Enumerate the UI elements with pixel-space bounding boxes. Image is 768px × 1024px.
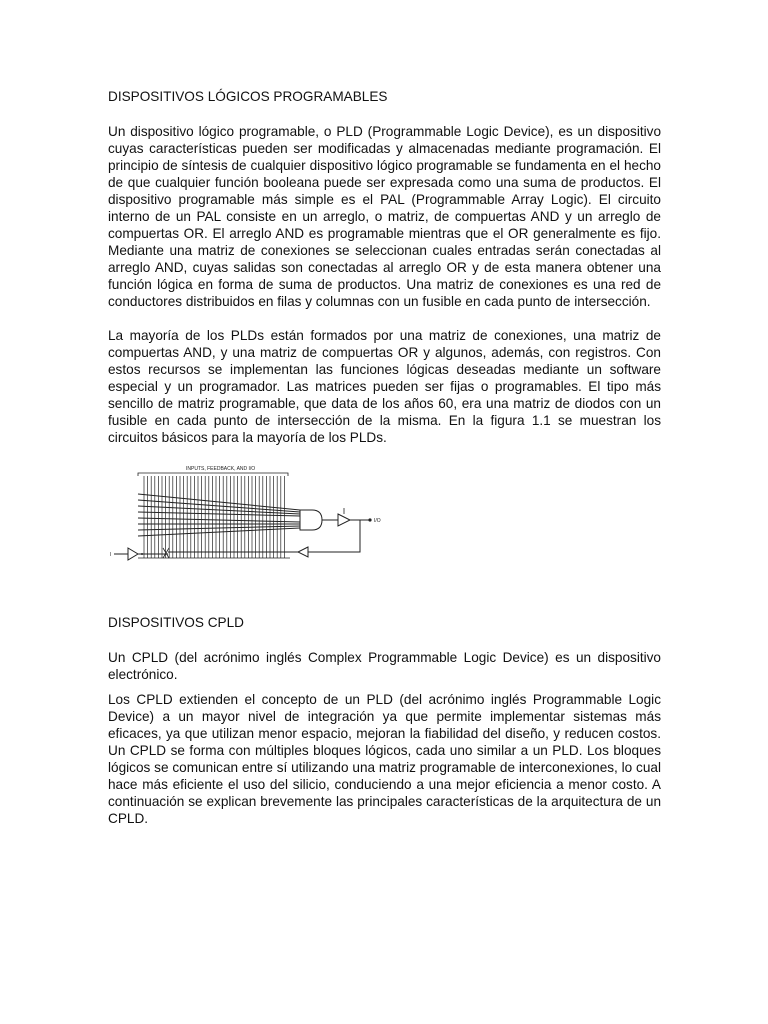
output-buffer-symbol [338, 514, 350, 526]
fuse-mark [163, 548, 169, 558]
paragraph-cpld-details: Los CPLD extienden el concepto de un PLD (del acrónimo inglés Programmable Logic Device) a un mayor nivel de integración ya que permite implementar sistemas más eficaces, ya que utilizan menor espacio, mejoran la fiabilidad del diseño, y reducen costos. Un CPLD se forma con múltiples bloques lógicos, cada uno similar a un PLD. Los bloques lógicos se comunican entre sí utilizando una matriz programable de interconexiones, lo cual hace más eficiente el uso del silicio, conduciendo a una mejor eficiencia a menor costo. A continuación se explican brevemente las principales características de la arquitectura de un CPLD. [108, 692, 661, 826]
section-title-pld: DISPOSITIVOS LÓGICOS PROGRAMABLES [108, 89, 388, 104]
and-gate-symbol [300, 510, 322, 530]
input-buffer-symbol [128, 548, 138, 560]
document-page [108, 88, 661, 844]
output-label: I/O [374, 518, 381, 524]
paragraph-pld-definition: Un dispositivo lógico programable, o PLD (Programmable Logic Device), es un dispositivo cuyas características pueden ser modificadas y almacenadas mediante programación. El principio de síntesis de cualquier dispositivo lógico programable se fundamenta en el hecho de que cualquier función booleana puede ser expresada como una suma de productos. El dispositivo programable más simple es el PAL (Programmable Array Logic). El circuito interno de un PAL consiste en un arreglo, o matriz, de compuertas AND y un arreglo de compuertas OR. El arreglo AND es programable mientras que el OR generalmente es fijo. Mediante una matriz de conexiones se seleccionan cuales entradas serán conectadas al arreglo AND, cuyas salidas son conectadas al arreglo OR y de esta manera obtener una función lógica en forma de suma de productos. Una matriz de conexiones es una red de conductores distribuidos en filas y columnas con un fusible en cada punto de intersección. [108, 124, 661, 309]
figure-top-label: INPUTS, FEEDBACK, AND I/O [186, 466, 256, 472]
output-node [368, 518, 371, 521]
paragraph-cpld-definition: Un CPLD (del acrónimo inglés Complex Programmable Logic Device) es un dispositivo electrónico. [108, 650, 661, 682]
input-node [141, 553, 143, 555]
paragraph-pld-structure: La mayoría de los PLDs están formados por una matriz de conexiones, una matriz de compuertas AND, y una matriz de compuertas OR y algunos, además, con registros. Con estos recursos se implementan las funciones lógicas deseadas mediante un software especial y un programador. Las matrices pueden ser fijas o programables. El tipo más sencillo de matriz programable, que data de los años 60, era una matriz de diodos con un fusible en cada punto de intersección de la misma. En la figura 1.1 se muestran los circuitos básicos para la mayoría de los PLDs. [108, 328, 661, 445]
figure-pld-basic-circuit [108, 456, 661, 596]
input-columns [144, 476, 284, 558]
section-title-cpld: DISPOSITIVOS CPLD [108, 615, 244, 630]
feedback-buffer-symbol [298, 547, 308, 557]
pld-circuit-diagram [108, 464, 408, 594]
input-bracket [138, 473, 288, 476]
input-label: I [110, 552, 112, 558]
